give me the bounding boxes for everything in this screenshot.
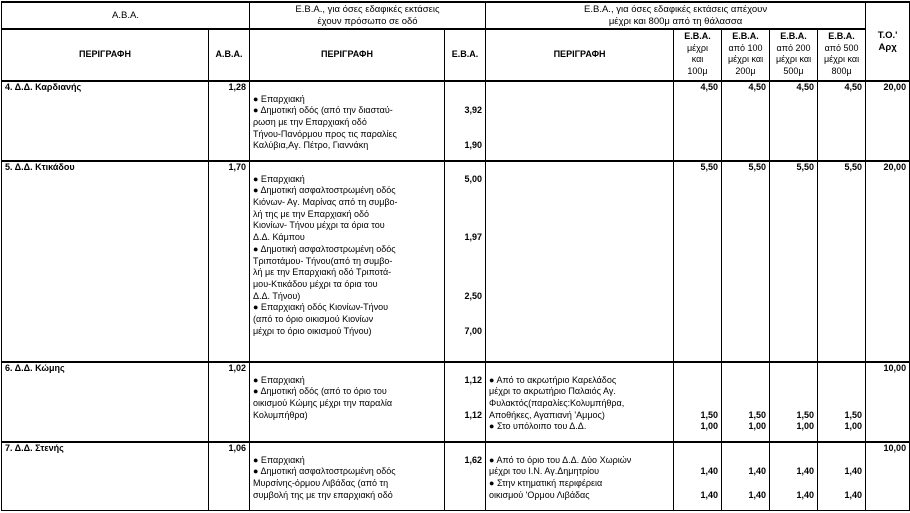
row-sea-200: 5,50 bbox=[722, 161, 770, 362]
row-road-desc: ● Επαρχιακή ● Δημοτική ασφαλτοστρωμένη οδός Μυρσίνης-όρμου Λιβάδας (από τη συμβολή της με την επαρχιακή οδό bbox=[250, 442, 445, 510]
row-sea-100: 4,50 bbox=[674, 81, 722, 161]
row-sea-500: 5,50 bbox=[770, 161, 818, 362]
row-sea-200: 1,40 1,40 bbox=[722, 442, 770, 510]
header-aba-group: Α.Β.Α. bbox=[2, 2, 250, 29]
row-sea-800: 5,50 bbox=[818, 161, 866, 362]
row-to: 10,00 bbox=[866, 362, 910, 442]
header-to-arch: Τ.Ο.' Αρχ bbox=[866, 2, 910, 81]
row-sea-800: 4,50 bbox=[818, 81, 866, 161]
row-sea-200: 4,50 bbox=[722, 81, 770, 161]
header-perigrafi-2: ΠΕΡΙΓΡΑΦΗ bbox=[250, 29, 445, 81]
row-road-values: 1,62 bbox=[445, 442, 486, 510]
row-name: 6. Δ.Δ. Κώμης bbox=[2, 362, 209, 442]
header-aba: Α.Β.Α. bbox=[209, 29, 250, 81]
row-sea-desc: ● Από το όριο του Δ.Δ. Δύο Χωριών μέχρι του Ι.Ν. Αγ.Δημητρίου ● Στην κτηματική περιφέρεια οικισμού 'Ορμου Λιβάδας bbox=[486, 442, 674, 510]
row-name: 7. Δ.Δ. Στενής bbox=[2, 442, 209, 510]
header-sea-col-1: Ε.Β.Α. μέχρι και 100μ bbox=[674, 29, 722, 81]
row-sea-500: 1,50 1,00 bbox=[770, 362, 818, 442]
row-to: 20,00 bbox=[866, 161, 910, 362]
row-sea-800: 1,40 1,40 bbox=[818, 442, 866, 510]
header-sea-group: Ε.Β.Α., για όσες εδαφικές εκτάσεις απέχουν μέχρι και 800μ από τη θάλασσα bbox=[486, 2, 866, 29]
row-road-values: 1,12 1,12 bbox=[445, 362, 486, 442]
row-sea-500: 4,50 bbox=[770, 81, 818, 161]
row-sea-desc bbox=[486, 81, 674, 161]
table-row bbox=[2, 161, 910, 362]
header-row-1 bbox=[2, 2, 910, 29]
row-sea-200: 1,50 1,00 bbox=[722, 362, 770, 442]
row-road-values: 3,92 1,90 bbox=[445, 81, 486, 161]
row-sea-100: 1,40 1,40 bbox=[674, 442, 722, 510]
header-sea-col-4: Ε.Β.Α. από 500 μέχρι και 800μ bbox=[818, 29, 866, 81]
header-perigrafi-3: ΠΕΡΙΓΡΑΦΗ bbox=[486, 29, 674, 81]
row-aba: 1,06 bbox=[209, 442, 250, 510]
row-to: 10,00 bbox=[866, 442, 910, 510]
row-sea-800: 1,50 1,00 bbox=[818, 362, 866, 442]
table-row bbox=[2, 81, 910, 161]
header-eba: Ε.Β.Α. bbox=[445, 29, 486, 81]
row-name: 4. Δ.Δ. Καρδιανής bbox=[2, 81, 209, 161]
row-to: 20,00 bbox=[866, 81, 910, 161]
value-table bbox=[1, 1, 910, 511]
row-road-values: 5,00 1,97 2,50 7,00 bbox=[445, 161, 486, 362]
header-sea-col-3: Ε.Β.Α. από 200 μέχρι και 500μ bbox=[770, 29, 818, 81]
row-name: 5. Δ.Δ. Κτικάδου bbox=[2, 161, 209, 362]
row-aba: 1,70 bbox=[209, 161, 250, 362]
row-road-desc: ● Επαρχιακή ● Δημοτική οδός (από το όριο του οικισμού Κώμης μέχρι την παραλία Κολυμπήθρα) bbox=[250, 362, 445, 442]
row-sea-500: 1,40 1,40 bbox=[770, 442, 818, 510]
row-aba: 1,28 bbox=[209, 81, 250, 161]
row-sea-100: 5,50 bbox=[674, 161, 722, 362]
row-road-desc: ● Επαρχιακή ● Δημοτική οδός (από την διασταύ- ρωση με την Επαρχιακή οδό Τήνου-Πανόρμου προς τις παραλίες Καλύβια,Αγ. Πέτρο, Γιαννάκη bbox=[250, 81, 445, 161]
header-row-2 bbox=[2, 29, 910, 81]
row-sea-100: 1,50 1,00 bbox=[674, 362, 722, 442]
row-sea-desc: ● Από το ακρωτήριο Καρελάδος μέχρι το ακρωτήριο Παλαιός Αγ. Φυλακτός(παραλίες:Κολυμπήθρα, Αποθήκες, Αγαπιανή 'Αμμος) ● Στο υπόλοιπο του Δ.Δ. bbox=[486, 362, 674, 442]
row-aba: 1,02 bbox=[209, 362, 250, 442]
header-sea-col-2: Ε.Β.Α. από 100 μέχρι και 200μ bbox=[722, 29, 770, 81]
header-perigrafi-1: ΠΕΡΙΓΡΑΦΗ bbox=[2, 29, 209, 81]
row-sea-desc bbox=[486, 161, 674, 362]
header-road-group: Ε.Β.Α., για όσες εδαφικές εκτάσεις έχουν πρόσωπο σε οδό bbox=[250, 2, 486, 29]
row-road-desc: ● Επαρχιακή ● Δημοτική ασφαλτοστρωμένη οδός Κιόνων- Αγ. Μαρίνας από τη συμβο- λή της με την Επαρχιακή οδό Κιονίων- Τήνου μέχρι τα όρια του Δ.Δ. Κάμπου ● Δημοτική ασφαλτοστρωμένη οδός Τριποτάμου- Τήνου(από τη συμβο- λή με την Επαρχιακή οδό Τριποτά- μου-Κτικάδου μέχρι τα όρια του Δ.Δ. Τήνου) ● Επαρχιακή οδός Κιονίων-Τήνου (από το όριο οικισμού Κιονίων μέχρι το όριο οικισμού Τήνου) bbox=[250, 161, 445, 362]
table-row bbox=[2, 442, 910, 510]
table-row bbox=[2, 362, 910, 442]
